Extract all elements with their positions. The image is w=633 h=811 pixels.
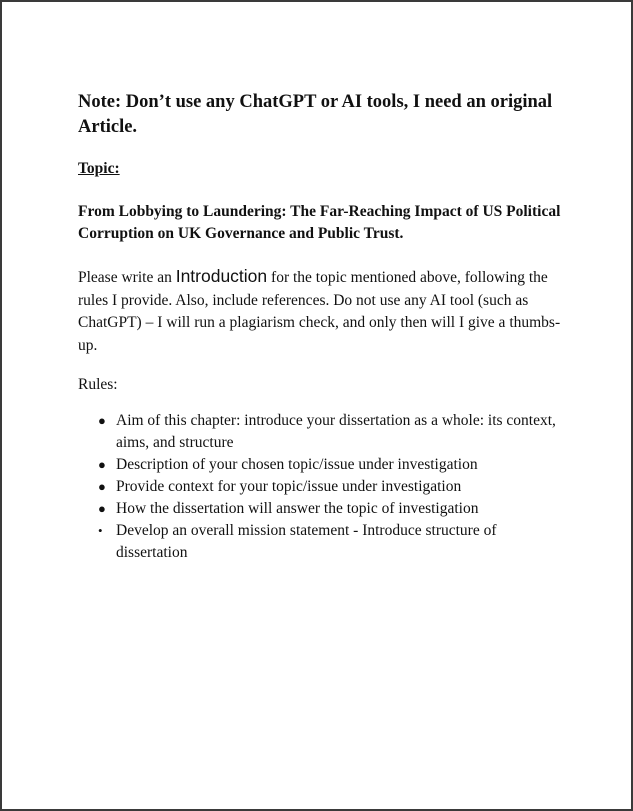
bullet-icon: ●: [98, 457, 106, 472]
instruction-paragraph: [78, 265, 568, 357]
rule-text: Description of your chosen topic/issue under investigation: [116, 456, 478, 473]
rule-item: [96, 476, 556, 498]
rules-label: Rules:: [78, 376, 118, 393]
rules-list: [96, 410, 556, 564]
paragraph-text-end: for the topic mentioned above, following the rules I provide. Also, include references. Do not use any AI tool (such as ChatGPT) – I will run a plagiarism check, and only then will I give a thumbs-up.: [78, 269, 561, 354]
rule-item: [96, 498, 556, 520]
rule-item: [96, 454, 556, 476]
rule-text: How the dissertation will answer the topic of investigation: [116, 500, 479, 517]
bullet-icon: ●: [98, 501, 106, 516]
topic-label: Topic:: [78, 160, 120, 177]
rule-text: Aim of this chapter: introduce your dissertation as a whole: its context, aims, and structure: [116, 412, 556, 451]
rule-item: [96, 520, 556, 564]
topic-title: From Lobbying to Laundering: The Far-Reaching Impact of US Political Corruption on UK Governance and Public Trust.: [78, 203, 561, 242]
paragraph-text-start: Please write an: [78, 269, 176, 286]
note-heading: Note: Don’t use any ChatGPT or AI tools, I need an original Article.: [78, 92, 553, 137]
rule-text: Provide context for your topic/issue under investigation: [116, 478, 462, 495]
bullet-icon: ●: [98, 479, 106, 494]
rule-text: Develop an overall mission statement - Introduce structure of dissertation: [116, 522, 497, 561]
document-page: [2, 2, 631, 809]
rule-item: [96, 410, 556, 454]
introduction-word: Introduction: [175, 266, 268, 286]
bullet-icon: •: [98, 523, 103, 538]
bullet-icon: ●: [98, 413, 106, 428]
